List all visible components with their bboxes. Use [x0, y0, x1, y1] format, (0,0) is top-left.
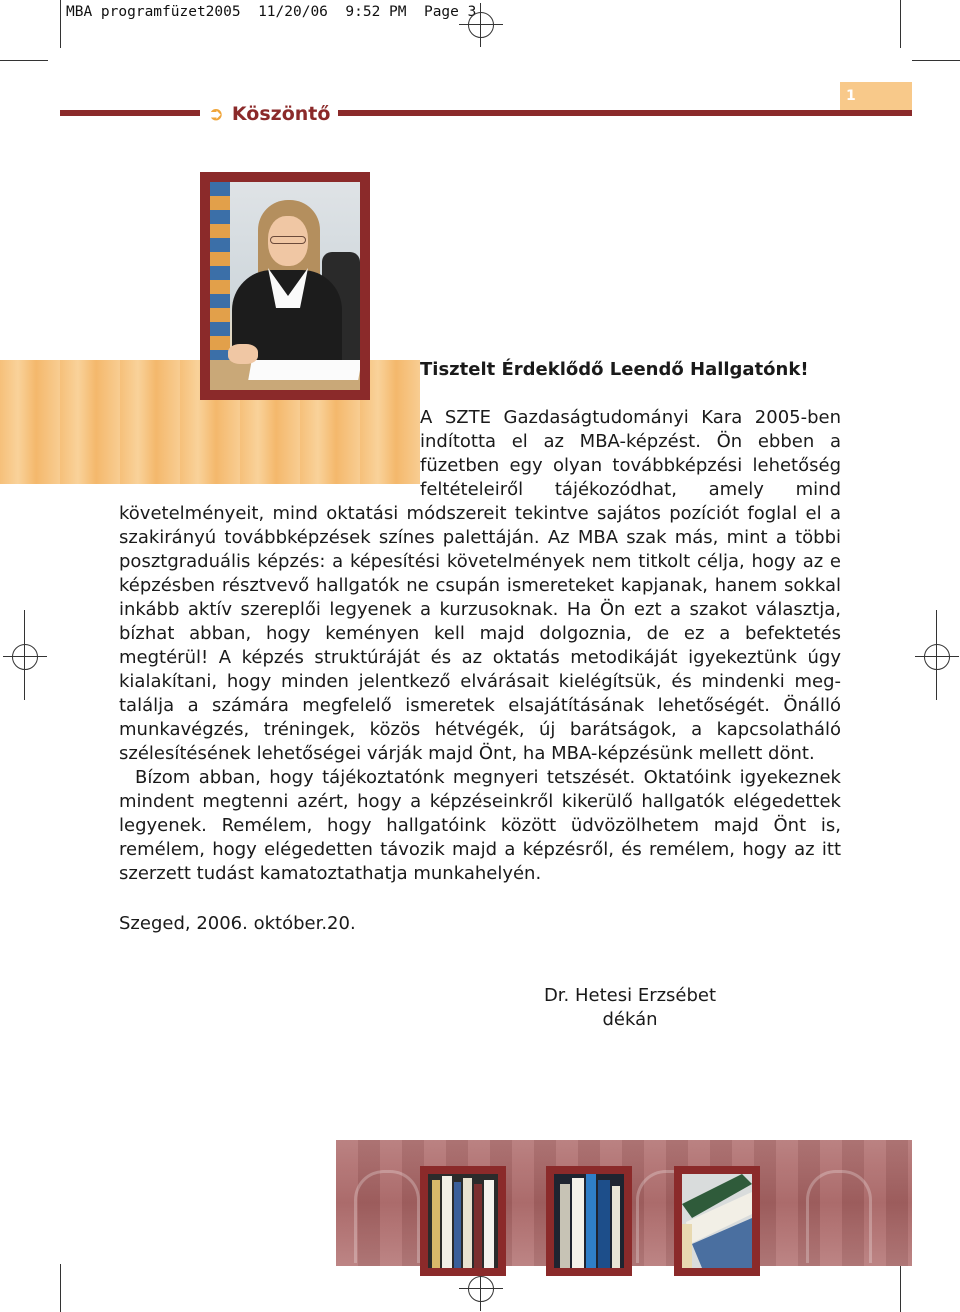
books-image-2	[554, 1174, 624, 1268]
body-line: kialakítani, hogy minden jelentkező elvárásait kielégítsük, és mindenki meg-	[119, 671, 841, 692]
print-header-date: 11/20/06	[258, 4, 328, 20]
crop-mark-bottom-right	[900, 1264, 901, 1312]
body-line: munkavégzés, tréningek, közös hétvégék, új barátságok, a kapcsolatháló	[119, 719, 841, 740]
crop-mark-top-right-h	[912, 60, 960, 61]
body-line: szerzett tudást kamatoztathatja munkahelyén.	[119, 863, 542, 884]
body-line: mindent megtenni azért, hogy a képzéseinkről kikerülő hallgatók elégedettek	[119, 791, 841, 812]
section-header-rule	[60, 110, 912, 116]
crop-line-left	[24, 610, 25, 700]
body-line: indította el az MBA-képzést. Ön ebben a	[420, 431, 841, 452]
print-header-time: 9:52 PM	[345, 4, 407, 20]
page-number-tab: 1	[840, 82, 912, 110]
body-line: A SZTE Gazdaságtudományi Kara 2005-ben	[420, 407, 841, 428]
print-header-page: Page 3	[423, 4, 477, 20]
body-line: bízhat abban, hogy keményen kell majd dolgoznia, de ez a befektetés	[119, 623, 841, 644]
body-line: legyenek. Remélem, hogy hallgatóink között üdvözölhetem majd Önt is,	[119, 815, 841, 836]
body-line: követelményeit, mind oktatási módszereit tekintve sajátos pozíciót foglal el a	[119, 503, 841, 524]
portrait-photo	[210, 182, 360, 390]
print-header-title: MBA programfüzet2005	[66, 4, 241, 20]
signature-title: dékán	[602, 1009, 658, 1030]
body-line: megtérül! A képzés struktúráját és az oktatás metodikáját igyekeztünk úgy	[119, 647, 841, 668]
body-line: remélem, hogy elégedetten távozik majd a képzésről, és remélem, hogy az itt	[119, 839, 841, 860]
section-header	[200, 100, 338, 128]
book-photo-1	[420, 1166, 506, 1276]
signature-block	[542, 984, 718, 1032]
signature-name: Dr. Hetesi Erzsébet	[543, 985, 717, 1006]
body-line: találja a számára megfelelő ismeretek elsajátításának lehetőségét. Önálló	[119, 695, 841, 716]
print-header	[66, 4, 476, 20]
body-line: képzésben résztvevő hallgatók ne csupán ismereteket kapjanak, hanem sokkal	[119, 575, 841, 596]
body-line: Bízom abban, hogy tájékoztatónk megnyeri tetszését. Oktatóink igyekeznek	[135, 767, 841, 788]
crop-mark-bottom-left	[60, 1264, 61, 1312]
section-title: Köszöntő	[231, 103, 331, 125]
body-line: feltételeiről tájékozódhat, amely mind	[420, 479, 841, 500]
crop-mark-top-right	[900, 0, 901, 48]
greeting: Tisztelt Érdeklődő Leendő Hallgatónk!	[420, 359, 809, 380]
registration-mark-top	[468, 12, 494, 38]
books-image-1	[428, 1174, 498, 1268]
crop-line-right	[936, 610, 937, 700]
book-photo-3	[674, 1166, 760, 1276]
body-line: szakirányú továbbképzések színes palettáján. Az MBA szak más, mint a többi	[119, 527, 841, 548]
portrait-frame	[200, 172, 370, 400]
body-wrapped-paragraph	[420, 406, 841, 502]
body-line: füzetben egy olyan továbbképzési lehetőség	[420, 455, 841, 476]
registration-mark-left	[12, 644, 38, 670]
crop-mark-top-left	[60, 0, 61, 48]
body-line: inkább aktív szereplői legyenek a kurzusoknak. Ha Ön ezt a szakot választja,	[119, 599, 841, 620]
crop-mark-top-left-h	[0, 60, 48, 61]
body-line: posztgraduális képzés: a képesítési követelmények nem titkolt célja, hogy az e	[119, 551, 841, 572]
books-image-3	[682, 1174, 752, 1268]
registration-mark-right	[924, 644, 950, 670]
book-photo-2	[546, 1166, 632, 1276]
body-full-paragraph	[119, 502, 841, 886]
place-date: Szeged, 2006. október.20.	[119, 913, 356, 934]
arrow-right-icon: ➲	[208, 103, 224, 125]
body-line: szélesítésének lehetőségei várják majd Önt, ha MBA-képzésünk mellett dönt.	[119, 743, 815, 764]
registration-mark-bottom	[468, 1276, 494, 1302]
